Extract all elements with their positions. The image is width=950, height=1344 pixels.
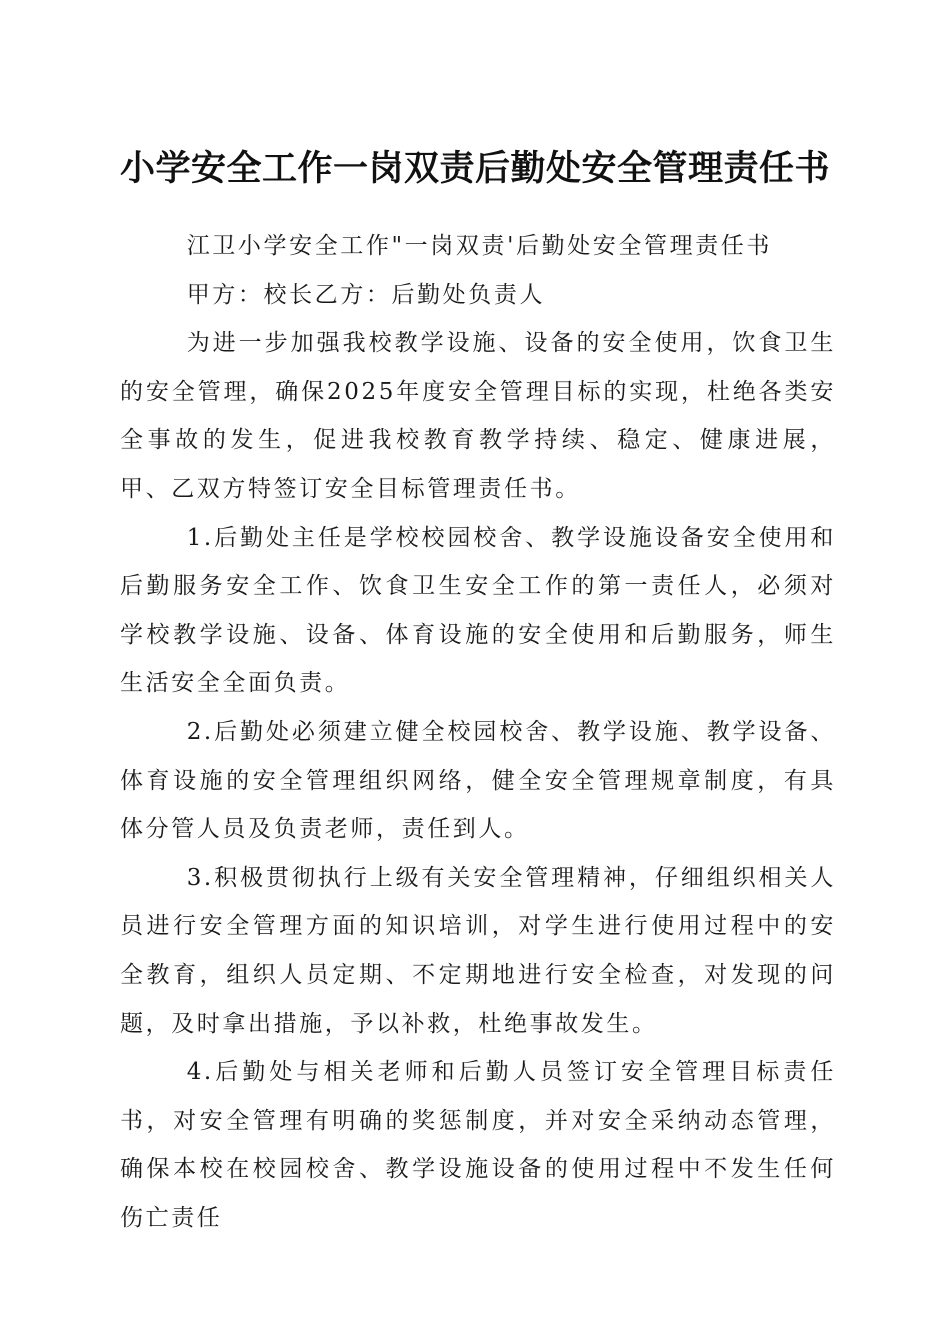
- document-title: 小学安全工作一岗双责后勤处安全管理责任书: [119, 148, 830, 189]
- paragraph-item-1: 1.后勤处主任是学校校园校舍、教学设施设备安全使用和后勤服务安全工作、饮食卫生安全工作的第一责任人，必须对学校教学设施、设备、体育设施的安全使用和后勤服务，师生生活安全全面负责。: [120, 524, 836, 697]
- document-body: [120, 222, 836, 1242]
- paragraph-preamble: 为进一步加强我校教学设施、设备的安全使用，饮食卫生的安全管理，确保2025年度安全管理目标的实现，杜绝各类安全事故的发生，促进我校教育教学持续、稳定、健康进展，甲、乙双方特签订安全目标管理责任书。: [120, 330, 836, 502]
- paragraph-parties: 甲方：校长乙方：后勤处负责人: [186, 281, 546, 308]
- paragraph-item-4: 4.后勤处与相关老师和后勤人员签订安全管理目标责任书，对安全管理有明确的奖惩制度，并对安全采纳动态管理，确保本校在校园校舍、教学设施设备的使用过程中不发生任何伤亡责任: [120, 1059, 836, 1231]
- paragraph-item-3: 3.积极贯彻执行上级有关安全管理精神，仔细组织相关人员进行安全管理方面的知识培训，对学生进行使用过程中的安全教育，组织人员定期、不定期地进行安全检查，对发现的问题，及时拿出措施，予以补救，杜绝事故发生。: [120, 864, 836, 1037]
- paragraph-school-heading: 江卫小学安全工作"一岗双责'后勤处安全管理责任书: [186, 233, 772, 259]
- paragraph-item-2: 2.后勤处必须建立健全校园校舍、教学设施、教学设备、体育设施的安全管理组织网络，健全安全管理规章制度，有具体分管人员及负责老师，责任到人。: [120, 718, 836, 843]
